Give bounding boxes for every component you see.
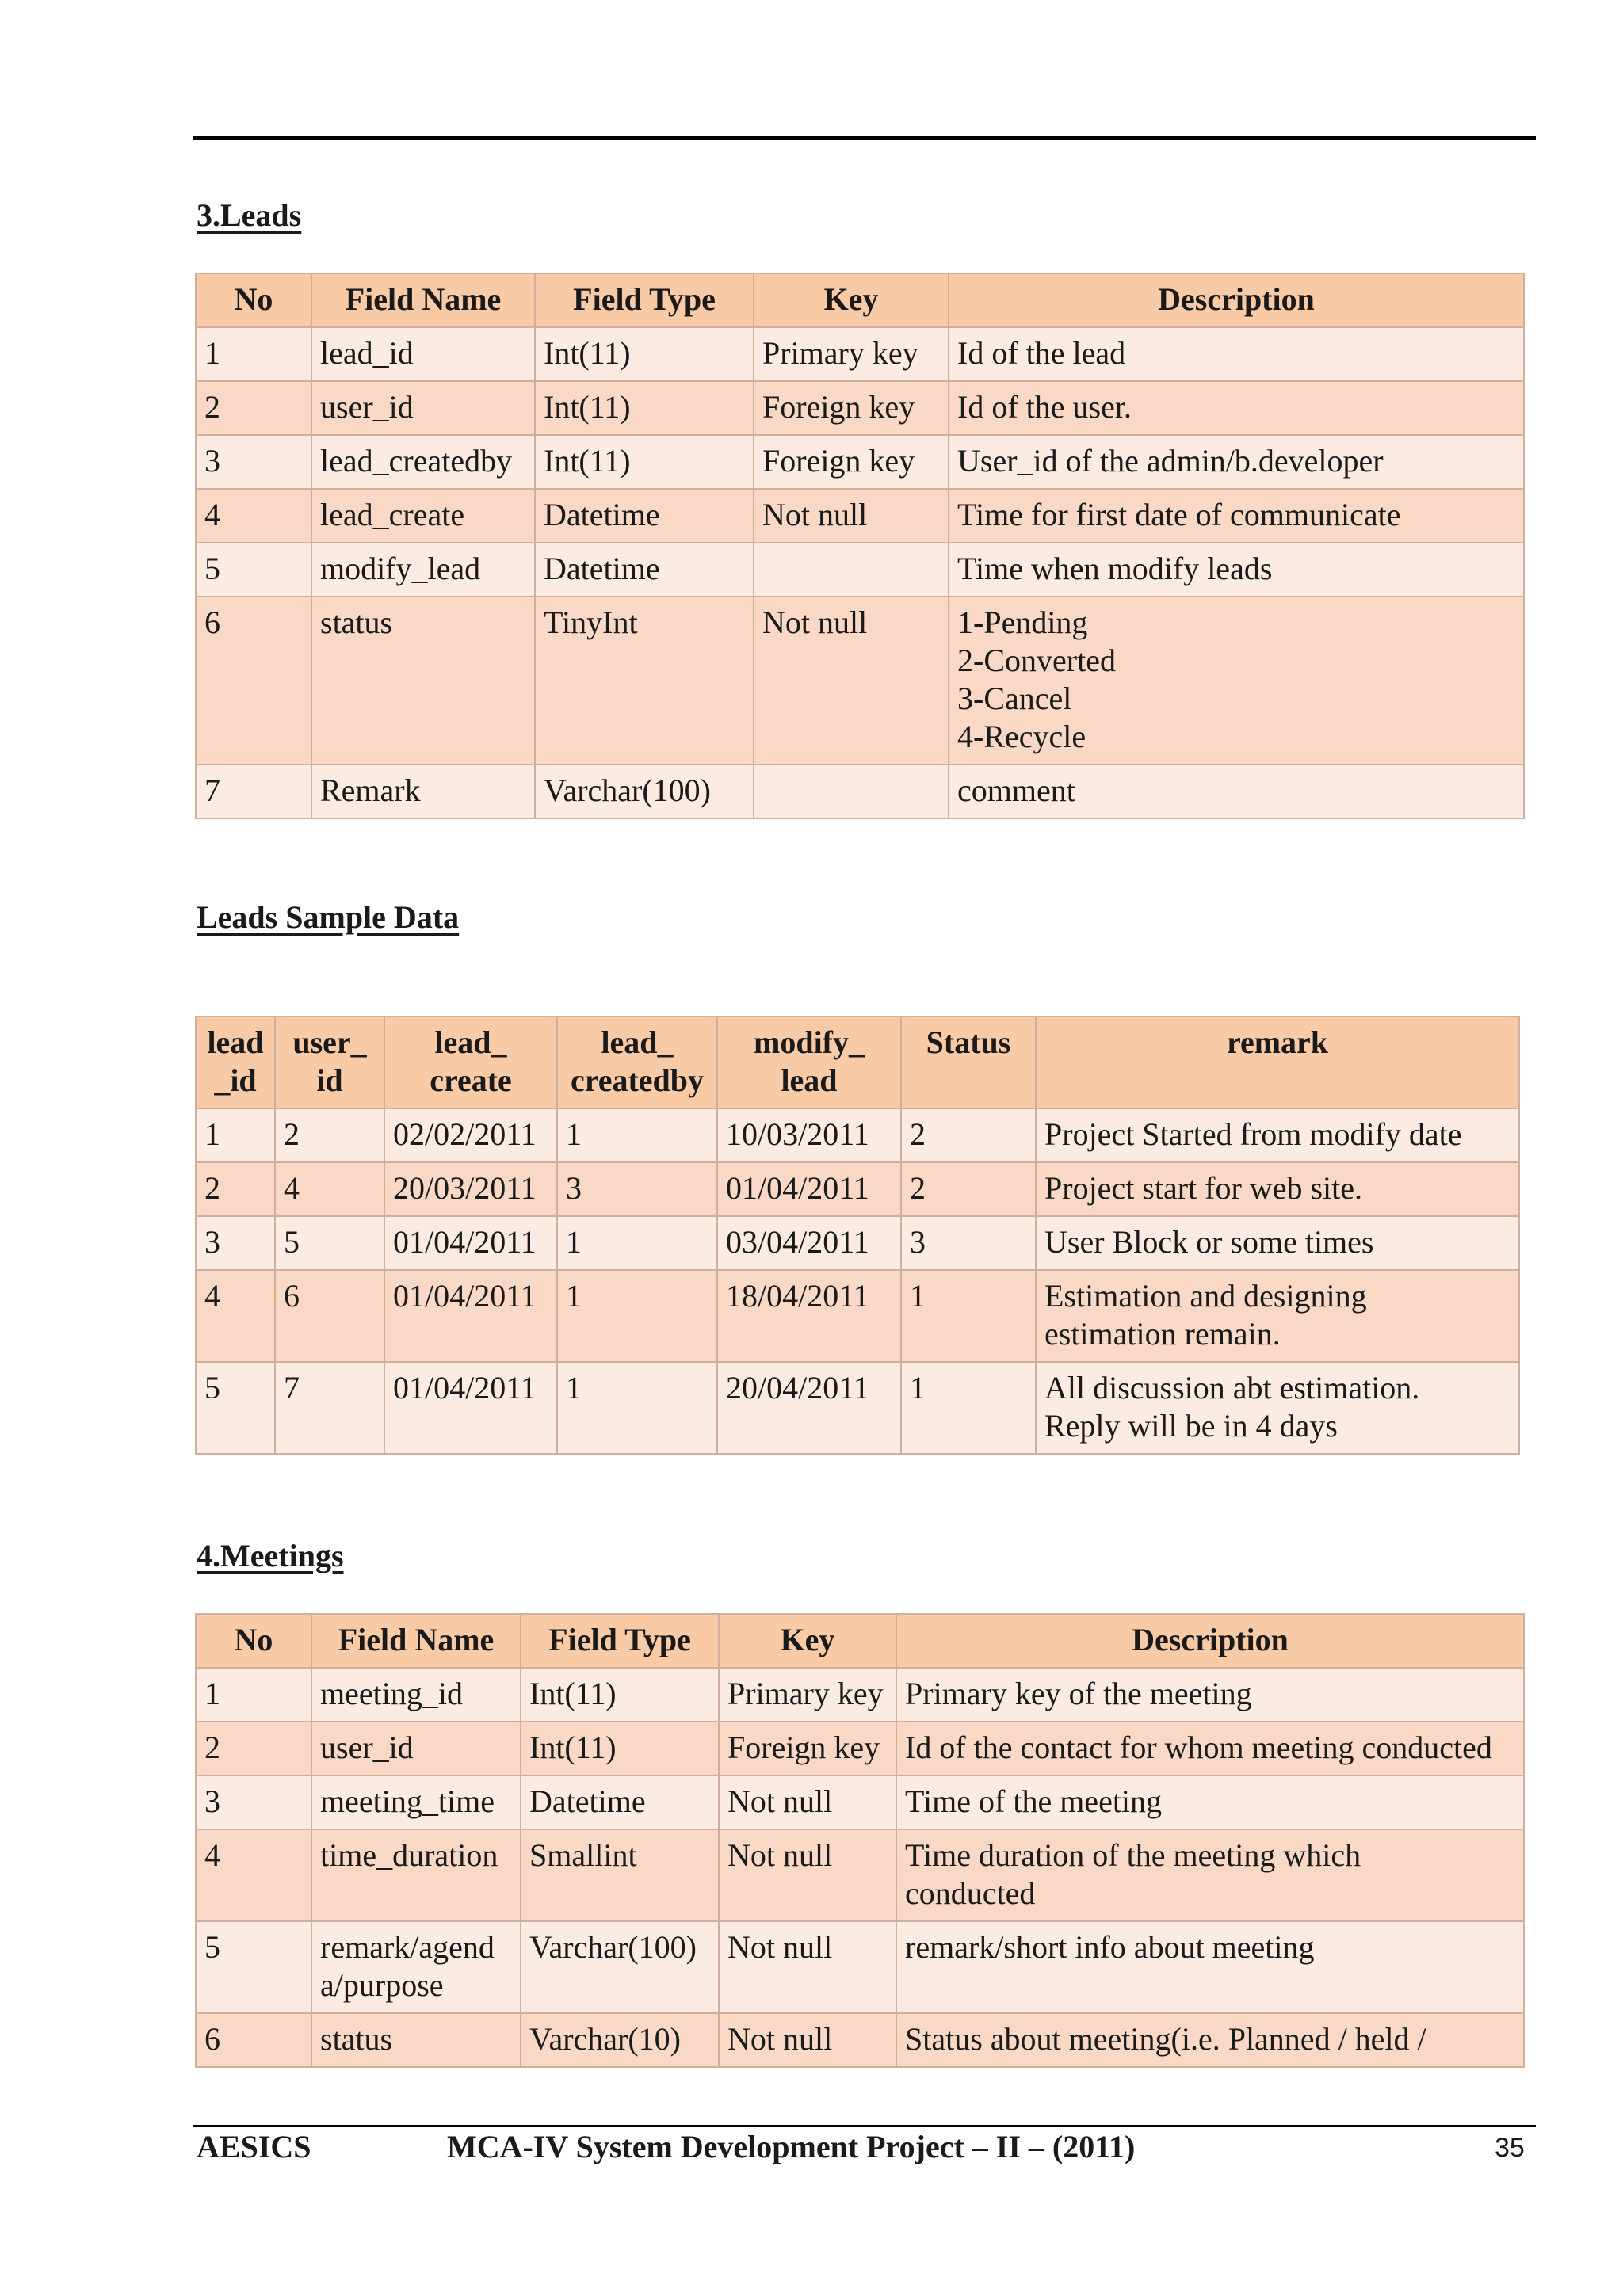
- header-lead-createdby: lead_ createdby: [557, 1016, 717, 1108]
- cell-status: 1: [901, 1362, 1036, 1454]
- leads-sample-table: [195, 1016, 1520, 1455]
- header-no: No: [196, 1614, 311, 1668]
- header-description: Description: [949, 273, 1524, 327]
- cell-no: 2: [196, 381, 311, 435]
- table-header-row: [196, 1016, 1519, 1108]
- cell-no: 1: [196, 327, 311, 381]
- cell-field-name: status: [311, 2013, 521, 2067]
- cell-key: Not null: [754, 489, 949, 543]
- cell-field-type: Varchar(100): [535, 765, 754, 818]
- footer-rule: [193, 2125, 1536, 2127]
- cell-description: Id of the user.: [949, 381, 1524, 435]
- header-modify-lead: modify_ lead: [717, 1016, 901, 1108]
- cell-lead-id: 5: [196, 1362, 275, 1454]
- cell-key: [754, 543, 949, 597]
- cell-key: [754, 765, 949, 818]
- cell-field-name: user_id: [311, 381, 535, 435]
- cell-field-name: lead_id: [311, 327, 535, 381]
- cell-description: comment: [949, 765, 1524, 818]
- table-row: [196, 381, 1524, 435]
- header-lead-id: lead _id: [196, 1016, 275, 1108]
- cell-no: 5: [196, 1921, 311, 2013]
- table-row: [196, 597, 1524, 765]
- cell-field-type: Varchar(100): [521, 1921, 719, 2013]
- cell-field-type: Int(11): [535, 381, 754, 435]
- table-row: [196, 435, 1524, 489]
- cell-lead-id: 4: [196, 1270, 275, 1362]
- table-row: [196, 1362, 1519, 1454]
- cell-status: 3: [901, 1216, 1036, 1270]
- cell-field-type: Int(11): [521, 1668, 719, 1722]
- cell-field-type: Datetime: [535, 543, 754, 597]
- cell-description: Time for first date of communicate: [949, 489, 1524, 543]
- table-header-row: [196, 1614, 1524, 1668]
- cell-lead-create: 01/04/2011: [384, 1270, 557, 1362]
- leads-sample-title: Leads Sample Data: [197, 899, 460, 935]
- table-row: [196, 1722, 1524, 1775]
- cell-field-name: user_id: [311, 1722, 521, 1775]
- cell-field-type: Smallint: [521, 1829, 719, 1921]
- cell-status: 2: [901, 1162, 1036, 1216]
- cell-description: Time of the meeting: [896, 1775, 1524, 1829]
- cell-lead-id: 3: [196, 1216, 275, 1270]
- cell-remark: All discussion abt estimation. Reply will be in 4 days: [1036, 1362, 1519, 1454]
- cell-description: 1-Pending 2-Converted 3-Cancel 4-Recycle: [949, 597, 1524, 765]
- table-row: [196, 489, 1524, 543]
- cell-remark: Project Started from modify date: [1036, 1108, 1519, 1162]
- leads-field-table: [195, 273, 1525, 819]
- header-no: No: [196, 273, 311, 327]
- cell-no: 5: [196, 543, 311, 597]
- cell-description: Id of the contact for whom meeting conducted: [896, 1722, 1524, 1775]
- table-row: [196, 2013, 1524, 2067]
- cell-field-name: Remark: [311, 765, 535, 818]
- cell-lead-create: 01/04/2011: [384, 1362, 557, 1454]
- header-remark: remark: [1036, 1016, 1519, 1108]
- table-row: [196, 327, 1524, 381]
- header-rule: [193, 136, 1536, 140]
- cell-key: Foreign key: [719, 1722, 896, 1775]
- cell-no: 6: [196, 2013, 311, 2067]
- cell-lead-create: 02/02/2011: [384, 1108, 557, 1162]
- cell-lead-createdby: 1: [557, 1108, 717, 1162]
- meetings-section-title: 4.Meetings: [197, 1538, 344, 1573]
- cell-key: Not null: [719, 1829, 896, 1921]
- cell-field-type: Datetime: [521, 1775, 719, 1829]
- cell-field-type: Int(11): [535, 435, 754, 489]
- cell-field-name: status: [311, 597, 535, 765]
- meetings-field-table: [195, 1613, 1525, 2068]
- cell-lead-createdby: 1: [557, 1362, 717, 1454]
- cell-modify-lead: 18/04/2011: [717, 1270, 901, 1362]
- cell-lead-createdby: 1: [557, 1270, 717, 1362]
- cell-field-name: time_duration: [311, 1829, 521, 1921]
- header-key: Key: [719, 1614, 896, 1668]
- cell-field-type: Int(11): [535, 327, 754, 381]
- table-header-row: [196, 273, 1524, 327]
- header-key: Key: [754, 273, 949, 327]
- table-row: [196, 1216, 1519, 1270]
- cell-lead-id: 2: [196, 1162, 275, 1216]
- footer-project-title: MCA-IV System Development Project – II – (2011): [447, 2129, 1136, 2164]
- table-row: [196, 1921, 1524, 2013]
- cell-remark: Project start for web site.: [1036, 1162, 1519, 1216]
- cell-key: Primary key: [754, 327, 949, 381]
- cell-user-id: 5: [275, 1216, 384, 1270]
- cell-description: remark/short info about meeting: [896, 1921, 1524, 2013]
- cell-lead-create: 20/03/2011: [384, 1162, 557, 1216]
- table-row: [196, 1108, 1519, 1162]
- cell-description: Primary key of the meeting: [896, 1668, 1524, 1722]
- cell-status: 1: [901, 1270, 1036, 1362]
- cell-no: 3: [196, 435, 311, 489]
- header-description: Description: [896, 1614, 1524, 1668]
- cell-lead-createdby: 3: [557, 1162, 717, 1216]
- cell-modify-lead: 01/04/2011: [717, 1162, 901, 1216]
- cell-key: Foreign key: [754, 381, 949, 435]
- cell-no: 7: [196, 765, 311, 818]
- cell-lead-create: 01/04/2011: [384, 1216, 557, 1270]
- footer-institute: AESICS: [197, 2129, 311, 2164]
- cell-description: Time duration of the meeting which conducted: [896, 1829, 1524, 1921]
- cell-field-type: Datetime: [535, 489, 754, 543]
- header-field-type: Field Type: [535, 273, 754, 327]
- cell-field-type: Int(11): [521, 1722, 719, 1775]
- table-row: [196, 1270, 1519, 1362]
- cell-no: 2: [196, 1722, 311, 1775]
- cell-field-name: lead_createdby: [311, 435, 535, 489]
- cell-status: 2: [901, 1108, 1036, 1162]
- table-row: [196, 765, 1524, 818]
- header-status: Status: [901, 1016, 1036, 1108]
- leads-section-title: 3.Leads: [197, 197, 302, 233]
- cell-no: 4: [196, 1829, 311, 1921]
- cell-key: Not null: [754, 597, 949, 765]
- cell-no: 3: [196, 1775, 311, 1829]
- page-number: 35: [1495, 2133, 1525, 2163]
- cell-user-id: 2: [275, 1108, 384, 1162]
- cell-field-name: meeting_id: [311, 1668, 521, 1722]
- header-field-name: Field Name: [311, 273, 535, 327]
- table-row: [196, 1162, 1519, 1216]
- header-field-type: Field Type: [521, 1614, 719, 1668]
- cell-field-name: remark/agend a/purpose: [311, 1921, 521, 2013]
- cell-user-id: 7: [275, 1362, 384, 1454]
- cell-lead-id: 1: [196, 1108, 275, 1162]
- cell-remark: User Block or some times: [1036, 1216, 1519, 1270]
- cell-field-name: lead_create: [311, 489, 535, 543]
- cell-field-name: modify_lead: [311, 543, 535, 597]
- cell-modify-lead: 03/04/2011: [717, 1216, 901, 1270]
- cell-user-id: 6: [275, 1270, 384, 1362]
- table-row: [196, 1775, 1524, 1829]
- cell-description: Id of the lead: [949, 327, 1524, 381]
- cell-remark: Estimation and designing estimation remain.: [1036, 1270, 1519, 1362]
- table-row: [196, 543, 1524, 597]
- cell-description: User_id of the admin/b.developer: [949, 435, 1524, 489]
- cell-field-type: TinyInt: [535, 597, 754, 765]
- cell-description: Status about meeting(i.e. Planned / held /: [896, 2013, 1524, 2067]
- cell-field-name: meeting_time: [311, 1775, 521, 1829]
- cell-field-type: Varchar(10): [521, 2013, 719, 2067]
- cell-key: Foreign key: [754, 435, 949, 489]
- cell-key: Not null: [719, 2013, 896, 2067]
- cell-key: Not null: [719, 1921, 896, 2013]
- table-row: [196, 1829, 1524, 1921]
- cell-modify-lead: 10/03/2011: [717, 1108, 901, 1162]
- cell-key: Primary key: [719, 1668, 896, 1722]
- cell-no: 6: [196, 597, 311, 765]
- header-lead-create: lead_ create: [384, 1016, 557, 1108]
- cell-description: Time when modify leads: [949, 543, 1524, 597]
- cell-no: 1: [196, 1668, 311, 1722]
- cell-no: 4: [196, 489, 311, 543]
- cell-modify-lead: 20/04/2011: [717, 1362, 901, 1454]
- header-field-name: Field Name: [311, 1614, 521, 1668]
- table-row: [196, 1668, 1524, 1722]
- cell-user-id: 4: [275, 1162, 384, 1216]
- cell-key: Not null: [719, 1775, 896, 1829]
- cell-lead-createdby: 1: [557, 1216, 717, 1270]
- header-user-id: user_ id: [275, 1016, 384, 1108]
